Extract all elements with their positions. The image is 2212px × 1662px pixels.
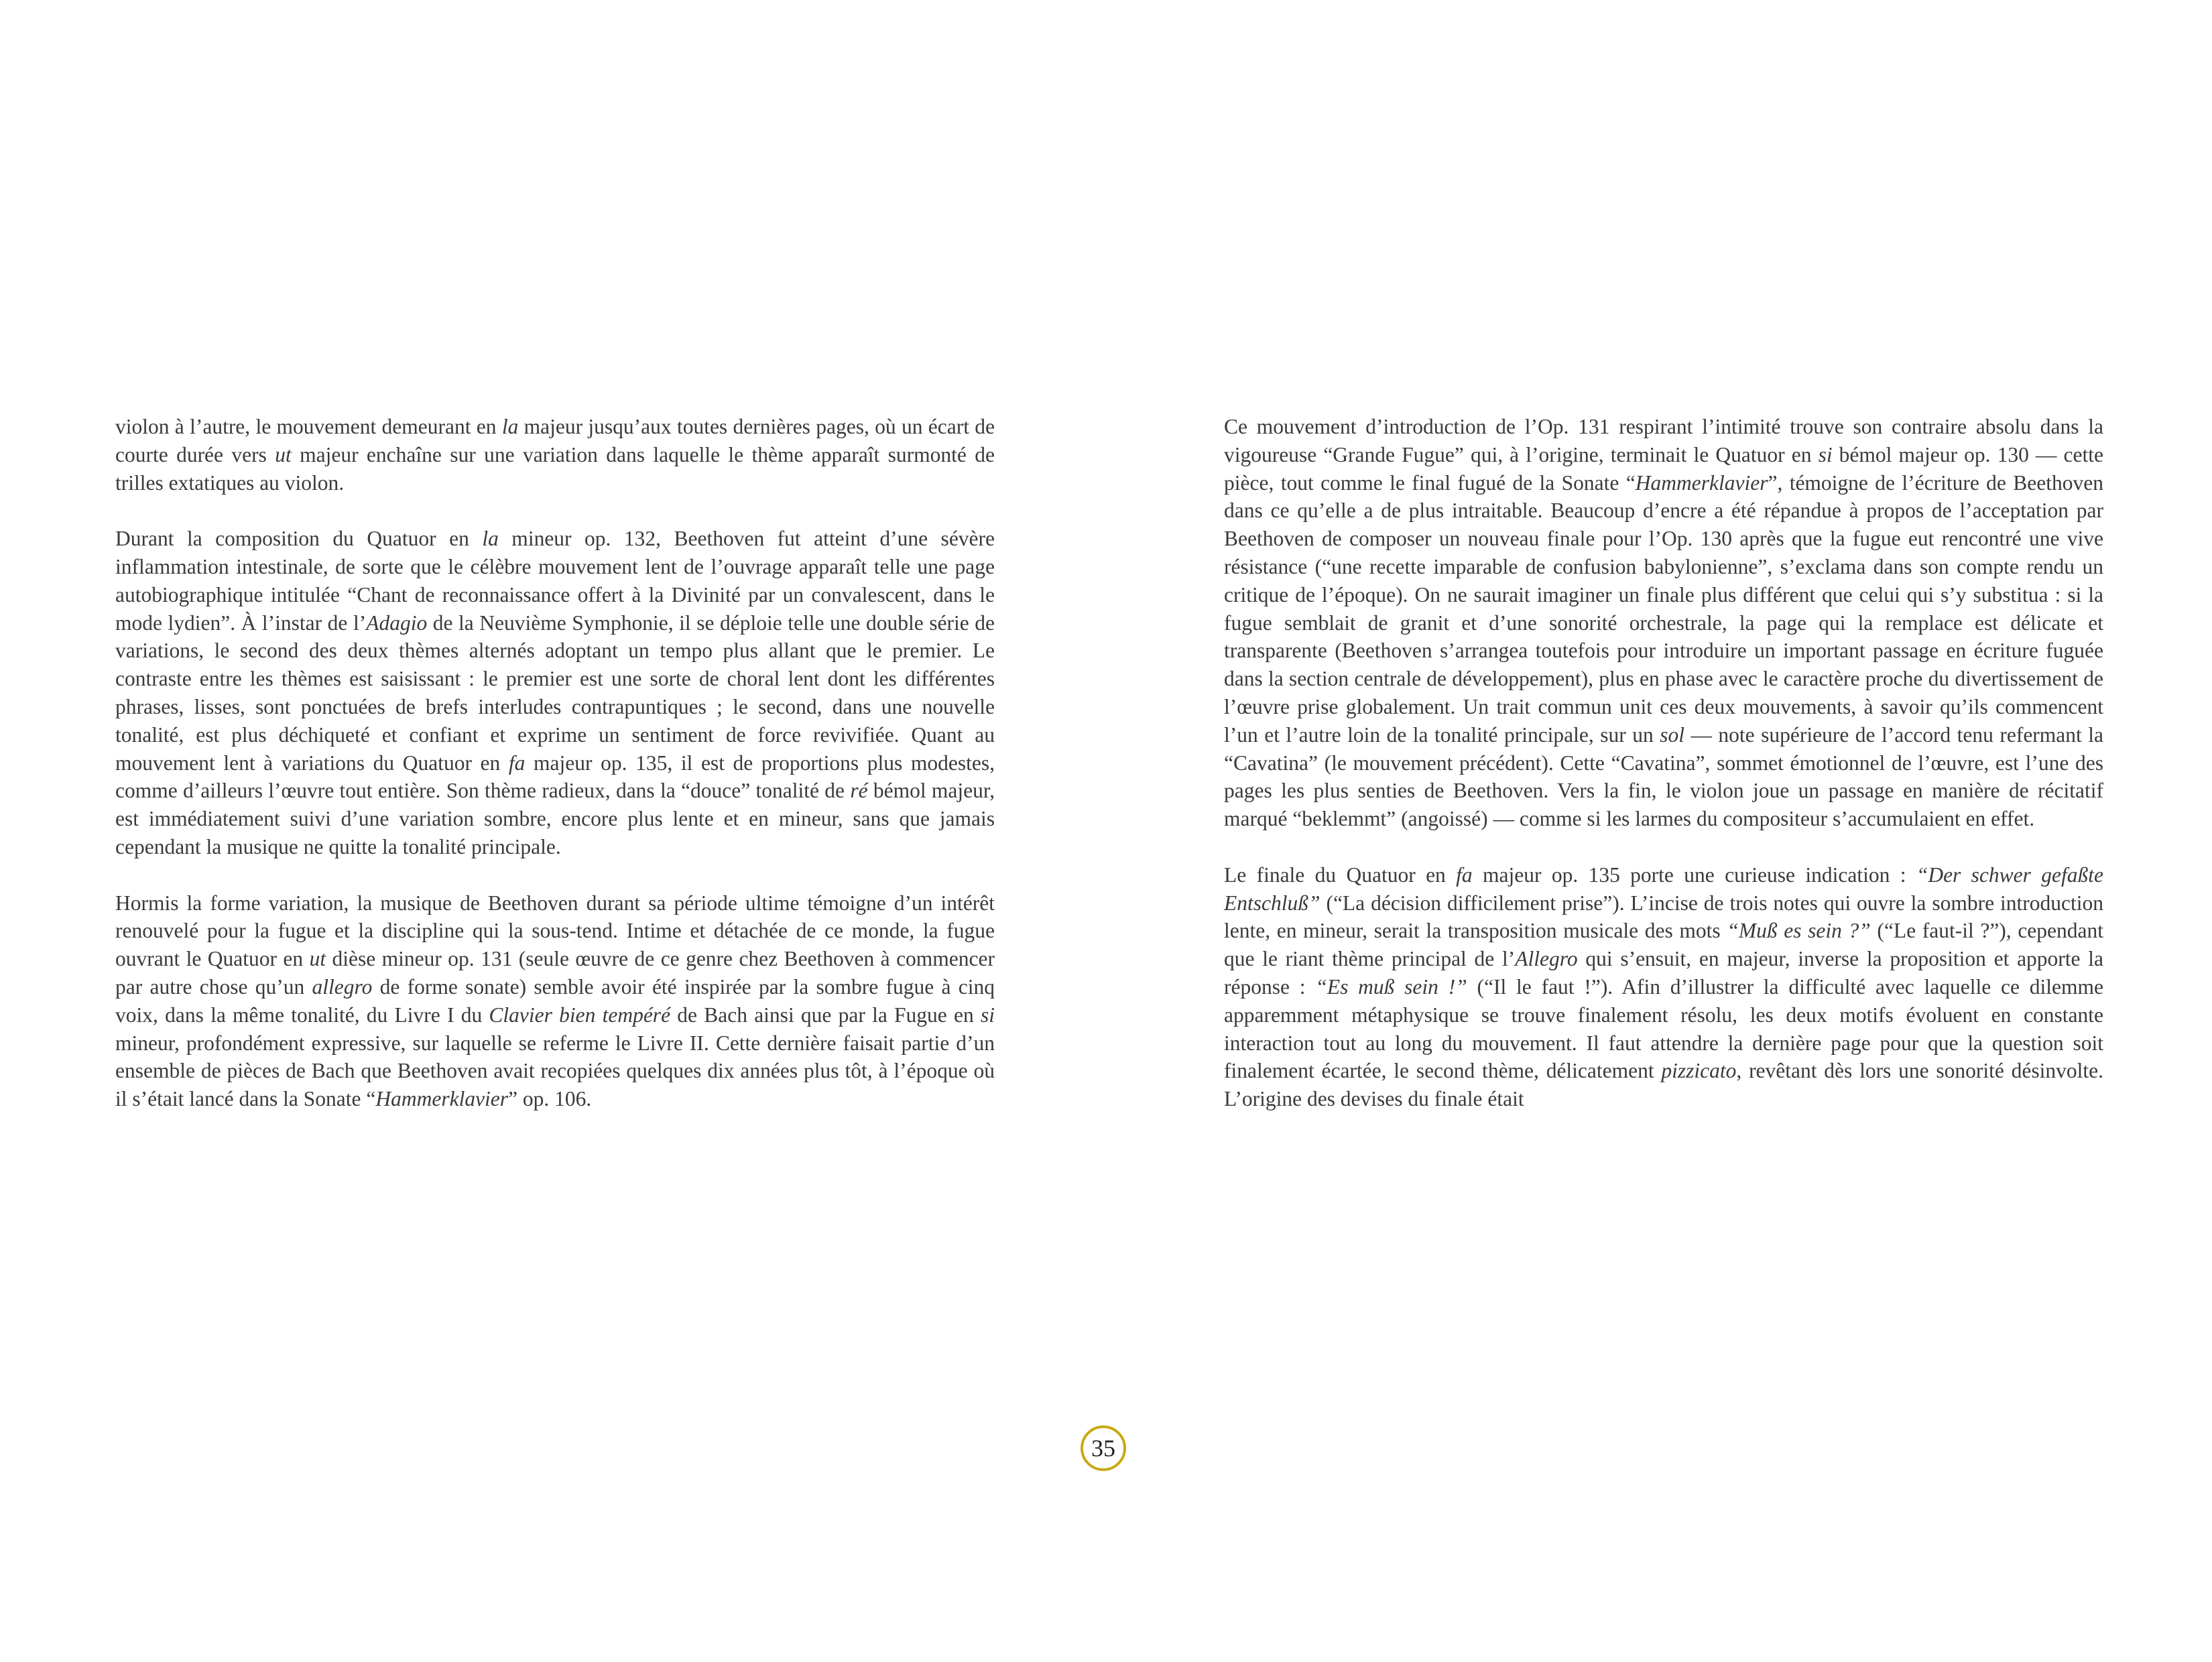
left-paragraph-1: violon à l’autre, le mouvement demeurant en la majeur jusqu’aux toutes dernières pages, où un écart de courte durée vers ut majeur enchaîne sur une variation dans laquelle le thème apparaît surmonté de trilles extatiques au violon. <box>115 415 995 495</box>
left-paragraph-2: Durant la composition du Quatuor en la mineur op. 132, Beethoven fut atteint d’une sévère inflammation intestinale, de sorte que le célèbre mouvement lent de l’ouvrage apparaît telle une page autobiographique intitulée “Chant de reconnaissance offert à la Divinité par un convalescent, dans le mode lydien”. À l’instar de l’Adagio de la Neuvième Symphonie, il se déploie telle une double série de variations, le second des deux thèmes alternés adoptant un tempo plus allant que le premier. Le contraste entre les thèmes est saisissant : le premier est une sorte de choral lent dont les différentes phrases, lisses, sont ponctuées de brefs interludes contrapuntiques ; le second, dans une nouvelle tonalité, est plus déchiqueté et confiant et exprime un sentiment de force revivifiée. Quant au mouvement lent à variations du Quatuor en fa majeur op. 135, il est de proportions plus modestes, comme d’ailleurs l’œuvre tout entière. Son thème radieux, dans la “douce” tonalité de ré bémol majeur, est immédiatement suivi d’une variation sombre, encore plus lente et en mineur, sans que jamais cependant la musique ne quitte la tonalité principale. <box>115 527 995 858</box>
left-paragraph-3: Hormis la forme variation, la musique de Beethoven durant sa période ultime témoigne d’un intérêt renouvelé pour la fugue et la discipline qui la sous-tend. Intime et détachée de ce monde, la fugue ouvrant le Quatuor en ut dièse mineur op. 131 (seule œuvre de ce genre chez Beethoven à commencer par autre chose qu’un allegro de forme sonate) semble avoir été inspirée par la sombre fugue à cinq voix, dans la même tonalité, du Livre I du Clavier bien tempéré de Bach ainsi que par la Fugue en si mineur, profondément expressive, sur laquelle se referme le Livre II. Cette dernière faisait partie d’un ensemble de pièces de Bach que Beethoven avait recopiées quelques dix années plus tôt, à l’époque où il s’était lancé dans la Sonate “Hammerklavier” op. 106. <box>115 891 995 1111</box>
left-text-column <box>115 413 995 1113</box>
right-text-column <box>1224 413 2103 1113</box>
page-number-badge <box>1081 1425 1126 1471</box>
right-paragraph-2: Le finale du Quatuor en fa majeur op. 135 porte une curieuse indication : “Der schwer gefaßte Entschluß” (“La décision difficilement prise”). L’incise de trois notes qui ouvre la sombre introduction lente, en mineur, serait la transposition musicale des mots “Muß es sein ?” (“Le faut-il ?”), cependant que le riant thème principal de l’Allegro qui s’ensuit, en majeur, inverse la proposition et apporte la réponse : “Es muß sein !” (“Il le faut !”). Afin d’illustrer la difficulté avec laquelle ce dilemme apparemment métaphysique se trouve finalement résolu, les deux motifs évoluent en constante interaction tout au long du mouvement. Il faut attendre la dernière page pour que la question soit finalement écartée, le second thème, délicatement pizzicato, revêtant dès lors une sonorité désinvolte. L’origine des devises du finale était <box>1224 862 2103 1111</box>
page-number: 35 <box>1091 1435 1115 1462</box>
right-paragraph-1: Ce mouvement d’introduction de l’Op. 131 respirant l’intimité trouve son contraire absolu dans la vigoureuse “Grande Fugue” qui, à l’origine, terminait le Quatuor en si bémol majeur op. 130 — cette pièce, tout comme le final fugué de la Sonate “Hammerklavier”, témoigne de l’écriture de Beethoven dans ce qu’elle a de plus intraitable. Beaucoup d’encre a été répandue à propos de l’acceptation par Beethoven de composer un nouveau finale pour l’Op. 130 après que la fugue eut rencontré une vive résistance (“une recette imparable de confusion babylonienne”, s’exclama dans son compte rendu un critique de l’époque). On ne saurait imaginer un finale plus différent que celui qui s’y substitua : si la fugue semblait de granit et d’une sonorité orchestrale, la page qui la remplace est délicate et transparente (Beethoven s’arrangea toutefois pour introduire un important passage en écriture fuguée dans la section centrale de développement), plus en phase avec le caractère proche du divertissement de l’œuvre prise globalement. Un trait commun unit ces deux mouvements, à savoir qu’ils commencent l’un et l’autre loin de la tonalité principale, sur un sol — note supérieure de l’accord tenu refermant la “Cavatina” (le mouvement précédent). Cette “Cavatina”, sommet émotionnel de l’œuvre, est l’une des pages les plus senties de Beethoven. Vers la fin, le violon joue un passage en manière de récitatif marqué “beklemmt” (angoissé) — comme si les larmes du compositeur s’accumulaient en effet. <box>1224 415 2103 831</box>
